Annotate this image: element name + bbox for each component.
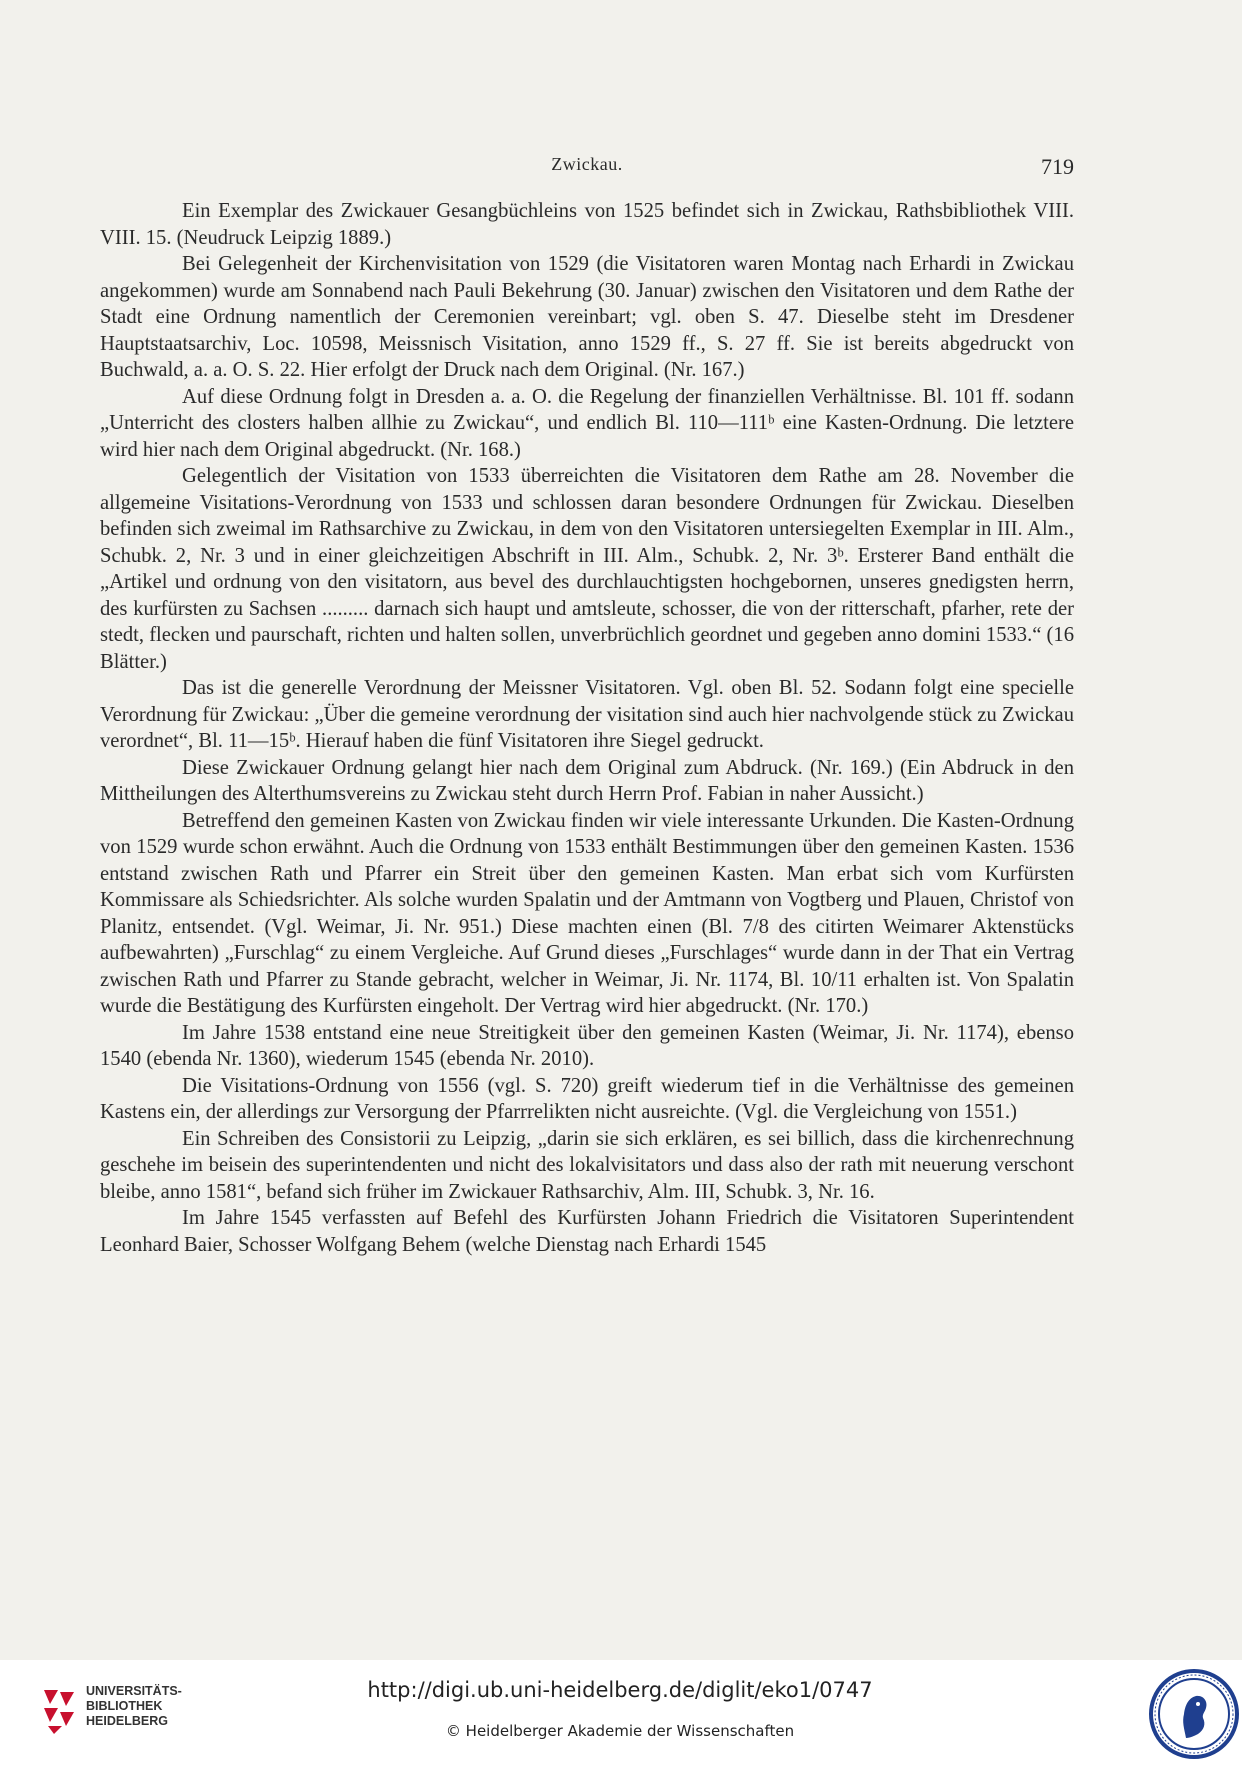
ub-heidelberg-logo-icon xyxy=(40,1686,78,1734)
academy-seal-icon xyxy=(1148,1668,1240,1760)
body-text xyxy=(100,198,1074,1258)
running-title: Zwickau. xyxy=(551,154,623,174)
paragraph: Im Jahre 1538 entstand eine neue Streitigkeit über den gemeinen Kasten (Weimar, Ji. Nr. 1174), ebenso 1540 (ebenda Nr. 1360), wiederum 1545 (ebenda Nr. 2010). xyxy=(100,1021,1074,1070)
paragraph: Betreffend den gemeinen Kasten von Zwickau finden wir viele interessante Urkunden. Die Kasten-Ordnung von 1529 wurde schon erwähnt. Auch die Ordnung von 1533 enthält Bestimmungen über den gemeinen Kasten. 1536 entstand zwischen Rath und Pfarrer ein Streit über den gemeinen Kasten. Man erbat sich vom Kurfürsten Kommissare als Schiedsrichter. Als solche wurden Spalatin und der Amtmann von Vogtberg und Plauen, Christof von Planitz, entsendet. (Vgl. Weimar, Ji. Nr. 951.) Diese machten einen (Bl. 7/8 des citirten Weimarer Aktenstücks aufbewahrten) „Furschlag“ zu einem Vergleiche. Auf Grund dieses „Furschlages“ wurde dann in der That ein Vertrag zwischen Rath und Pfarrer zu Stande gebracht, welcher in Weimar, Ji. Nr. 1174, Bl. 10/11 erhalten ist. Von Spalatin wurde die Bestätigung des Kurfürsten eingeholt. Der Vertrag wird hier abgedruckt. (Nr. 170.) xyxy=(100,809,1074,1017)
library-name-line: UNIVERSITÄTS- xyxy=(86,1684,182,1698)
paragraph: Im Jahre 1545 verfassten auf Befehl des Kurfürsten Johann Friedrich die Visitatoren Superintendent Leonhard Baier, Schosser Wolfgang Behem (welche Dienstag nach Erhardi 1545 xyxy=(100,1207,1074,1256)
permalink-url[interactable]: http://digi.ub.uni-heidelberg.de/diglit/eko1/0747 xyxy=(367,1678,873,1702)
paragraph: Gelegentlich der Visitation von 1533 überreichten die Visitatoren dem Rathe am 28. November die allgemeine Visitations-Verordnung von 1533 und schlossen daran besondere Ordnungen für Zwickau. Dieselben befinden sich zweimal im Rathsarchive zu Zwickau, in dem von den Visitatoren untersiegelten Exemplar in III. Alm., Schubk. 2, Nr. 3 und in einer gleichzeitigen Abschrift in III. Alm., Schubk. 2, Nr. 3ᵇ. Ersterer Band enthält die „Artikel und ordnung von den visitatorn, aus bevel des durchlauchtigsten hochgebornen, unseres gnedigsten herrn, des kurfürsten zu Sachsen ......... darnach sich haupt und amtsleute, schosser, die von der ritterschaft, pfarher, rete der stedt, flecken und paurschaft, richten und halten sollen, unverbrüchlich geordnet und gegeben anno domini 1533.“ (16 Blätter.) xyxy=(100,465,1074,673)
paragraph: Bei Gelegenheit der Kirchenvisitation von 1529 (die Visitatoren waren Montag nach Erhardi in Zwickau angekommen) wurde am Sonnabend nach Pauli Bekehrung (30. Januar) zwischen den Visitatoren und dem Rathe der Stadt eine Ordnung namentlich der Ceremonien vereinbart; vgl. oben S. 47. Dieselbe steht im Dresdener Hauptstaatsarchiv, Loc. 10598, Meissnisch Visitation, anno 1529 ff., S. 27 ff. Sie ist bereits abgedruckt von Buchwald, a. a. O. S. 22. Hier erfolgt der Druck nach dem Original. (Nr. 167.) xyxy=(100,253,1074,381)
library-name xyxy=(86,1684,182,1729)
paragraph: Ein Schreiben des Consistorii zu Leipzig, „darin sie sich erklären, es sei billich, dass die kirchenrechnung geschehe im beisein des superintendenten und nicht des lokalvisitators und dass also der rath mit neuerung verschont bleibe, anno 1581“, befand sich früher im Zwickauer Rathsarchiv, Alm. III, Schubk. 3, Nr. 16. xyxy=(100,1127,1074,1203)
running-head xyxy=(100,150,1074,180)
library-name-line: HEIDELBERG xyxy=(86,1714,168,1728)
copyright-notice: © Heidelberger Akademie der Wissenschaften xyxy=(445,1722,795,1740)
library-name-line: BIBLIOTHEK xyxy=(86,1699,163,1713)
paragraph: Das ist die generelle Verordnung der Meissner Visitatoren. Vgl. oben Bl. 52. Sodann folgt eine specielle Verordnung für Zwickau: „Über die gemeine verordnung der visitation sind auch hier nachvolgende stück zu Zwickau verordnet“, Bl. 11—15ᵇ. Hierauf haben die fünf Visitatoren ihre Siegel gedruckt. xyxy=(100,677,1074,752)
paragraph: Ein Exemplar des Zwickauer Gesangbüchleins von 1525 befindet sich in Zwickau, Rathsbibliothek VIII. VIII. 15. (Neudruck Leipzig 1889.) xyxy=(100,200,1074,249)
page-number: 719 xyxy=(1041,154,1074,179)
library-logo[interactable] xyxy=(40,1682,200,1742)
footer xyxy=(0,1660,1242,1771)
paragraph: Diese Zwickauer Ordnung gelangt hier nach dem Original zum Abdruck. (Nr. 169.) (Ein Abdruck in den Mittheilungen des Alterthumsvereins zu Zwickau steht durch Herrn Prof. Fabian in naher Aussicht.) xyxy=(100,756,1074,805)
paragraph: Auf diese Ordnung folgt in Dresden a. a. O. die Regelung der finanziellen Verhältnisse. Bl. 101 ff. sodann „Unterricht des closters halben allhie zu Zwickau“, und endlich Bl. 110—111ᵇ eine Kasten-Ordnung. Die letztere wird hier nach dem Original abgedruckt. (Nr. 168.) xyxy=(100,385,1074,461)
paragraph: Die Visitations-Ordnung von 1556 (vgl. S. 720) greift wiederum tief in die Verhältnisse des gemeinen Kastens ein, der allerdings zur Versorgung der Pfarrrelikten nicht ausreichte. (Vgl. die Vergleichung von 1551.) xyxy=(100,1074,1074,1123)
